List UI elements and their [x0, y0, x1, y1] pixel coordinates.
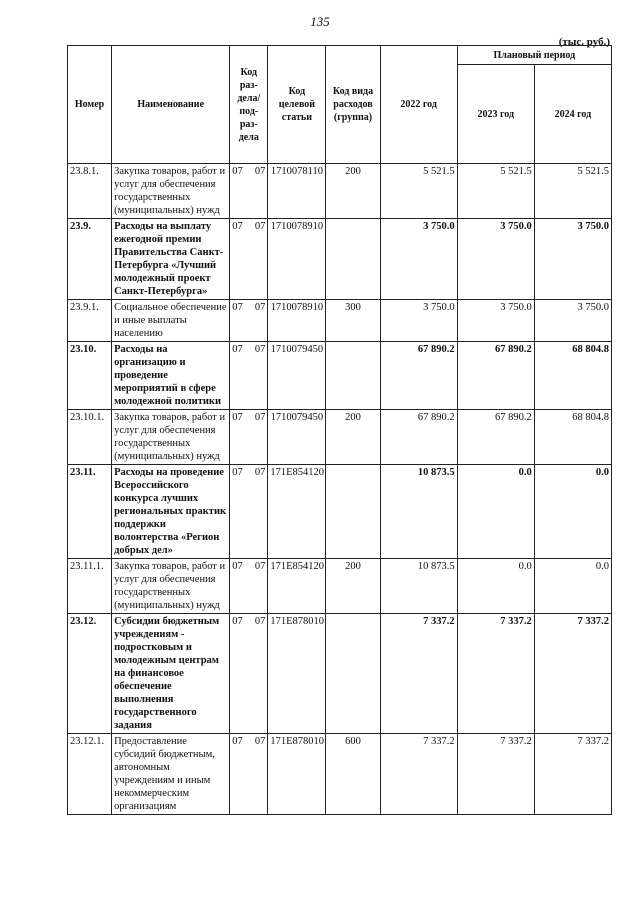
page-number: 135 [310, 14, 330, 29]
row-division [230, 734, 268, 815]
row-section: 07 [232, 561, 243, 572]
row-subsection: 07 [254, 344, 266, 355]
row-division [230, 219, 268, 300]
row-value-2024: 3 750.0 [534, 219, 611, 300]
table-row [68, 219, 612, 300]
row-value-2023: 67 890.2 [457, 342, 534, 410]
row-name: Закупка товаров, работ и услуг для обеспечения государственных (муниципальных) нужд [112, 164, 230, 219]
row-expense-type [326, 614, 380, 734]
header-planned-period: Плановый период [457, 46, 611, 65]
row-subsection: 07 [254, 616, 266, 627]
row-number: 23.8.1. [68, 164, 112, 219]
row-expense-type: 200 [326, 164, 380, 219]
row-expense-type: 300 [326, 300, 380, 342]
header-year-2022: 2022 год [380, 46, 457, 164]
row-name: Социальное обеспечение и иные выплаты населению [112, 300, 230, 342]
row-value-2023: 67 890.2 [457, 410, 534, 465]
row-expense-type [326, 219, 380, 300]
row-value-2023: 7 337.2 [457, 734, 534, 815]
header-year-2024: 2024 год [534, 65, 611, 164]
row-value-2024: 5 521.5 [534, 164, 611, 219]
row-value-2022: 5 521.5 [380, 164, 457, 219]
row-name: Субсидии бюджетным учреждениям - подростковым и молодежным центрам на финансовое обеспечение выполнения государственного задания [112, 614, 230, 734]
row-target-code: 1710078910 [268, 219, 326, 300]
row-subsection: 07 [254, 561, 266, 572]
row-section: 07 [232, 412, 243, 423]
table-row [68, 300, 612, 342]
row-subsection: 07 [254, 467, 266, 478]
row-number: 23.11.1. [68, 559, 112, 614]
row-target-code: 1710078110 [268, 164, 326, 219]
row-number: 23.10.1. [68, 410, 112, 465]
row-section: 07 [232, 221, 243, 232]
row-name: Предоставление субсидий бюджетным, автономным учреждениям и иным некоммерческим организациям [112, 734, 230, 815]
row-value-2023: 3 750.0 [457, 219, 534, 300]
row-subsection: 07 [254, 736, 266, 747]
table-row [68, 614, 612, 734]
header-target-code: Код целевой статьи [268, 46, 326, 164]
row-subsection: 07 [254, 302, 266, 313]
row-number: 23.12. [68, 614, 112, 734]
row-value-2022: 10 873.5 [380, 465, 457, 559]
row-number: 23.9. [68, 219, 112, 300]
row-value-2022: 7 337.2 [380, 614, 457, 734]
row-section: 07 [232, 166, 243, 177]
row-section: 07 [232, 302, 243, 313]
row-value-2022: 3 750.0 [380, 300, 457, 342]
table-row [68, 410, 612, 465]
row-expense-type [326, 342, 380, 410]
row-division [230, 164, 268, 219]
row-division [230, 465, 268, 559]
row-name: Расходы на проведение Всероссийского конкурса лучших региональных практик поддержки волонтерства «Регион добрых дел» [112, 465, 230, 559]
row-name: Закупка товаров, работ и услуг для обеспечения государственных (муниципальных) нужд [112, 410, 230, 465]
row-target-code: 171E854120 [268, 559, 326, 614]
row-value-2024: 7 337.2 [534, 614, 611, 734]
table-row [68, 164, 612, 219]
table-row [68, 465, 612, 559]
row-target-code: 171E878010 [268, 734, 326, 815]
row-expense-type: 600 [326, 734, 380, 815]
row-expense-type: 200 [326, 559, 380, 614]
row-target-code: 1710078910 [268, 300, 326, 342]
header-expense-type: Код вида расходов (группа) [326, 46, 380, 164]
row-subsection: 07 [254, 412, 266, 423]
row-value-2022: 10 873.5 [380, 559, 457, 614]
row-value-2024: 68 804.8 [534, 342, 611, 410]
header-year-2023: 2023 год [457, 65, 534, 164]
header-number: Номер [68, 46, 112, 164]
row-number: 23.9.1. [68, 300, 112, 342]
row-subsection: 07 [254, 166, 266, 177]
row-target-code: 171E854120 [268, 465, 326, 559]
row-number: 23.11. [68, 465, 112, 559]
row-value-2024: 3 750.0 [534, 300, 611, 342]
row-name: Закупка товаров, работ и услуг для обеспечения государственных (муниципальных) нужд [112, 559, 230, 614]
units-label: (тыс. руб.) [558, 36, 610, 48]
row-value-2022: 67 890.2 [380, 410, 457, 465]
row-subsection: 07 [254, 221, 266, 232]
row-number: 23.12.1. [68, 734, 112, 815]
header-division: Код раз-дела/ под-раз-дела [230, 46, 268, 164]
row-value-2022: 67 890.2 [380, 342, 457, 410]
row-value-2024: 68 804.8 [534, 410, 611, 465]
row-expense-type [326, 465, 380, 559]
row-target-code: 171E878010 [268, 614, 326, 734]
row-value-2023: 7 337.2 [457, 614, 534, 734]
table-row [68, 342, 612, 410]
row-section: 07 [232, 467, 243, 478]
row-value-2024: 0.0 [534, 559, 611, 614]
row-division [230, 300, 268, 342]
row-value-2023: 0.0 [457, 559, 534, 614]
row-division [230, 410, 268, 465]
row-target-code: 1710079450 [268, 410, 326, 465]
row-expense-type: 200 [326, 410, 380, 465]
row-division [230, 559, 268, 614]
row-value-2023: 0.0 [457, 465, 534, 559]
row-value-2022: 3 750.0 [380, 219, 457, 300]
row-value-2023: 3 750.0 [457, 300, 534, 342]
row-section: 07 [232, 616, 243, 627]
row-value-2022: 7 337.2 [380, 734, 457, 815]
row-section: 07 [232, 344, 243, 355]
row-name: Расходы на выплату ежегодной премии Правительства Санкт-Петербурга «Лучший молодежный проект Санкт-Петербурга» [112, 219, 230, 300]
table-row [68, 559, 612, 614]
budget-table [67, 45, 612, 815]
row-name: Расходы на организацию и проведение мероприятий в сфере молодежной политики [112, 342, 230, 410]
row-division [230, 614, 268, 734]
row-value-2023: 5 521.5 [457, 164, 534, 219]
row-value-2024: 7 337.2 [534, 734, 611, 815]
row-section: 07 [232, 736, 243, 747]
row-value-2024: 0.0 [534, 465, 611, 559]
row-number: 23.10. [68, 342, 112, 410]
table-row [68, 734, 612, 815]
header-name: Наименование [112, 46, 230, 164]
row-division [230, 342, 268, 410]
row-target-code: 1710079450 [268, 342, 326, 410]
